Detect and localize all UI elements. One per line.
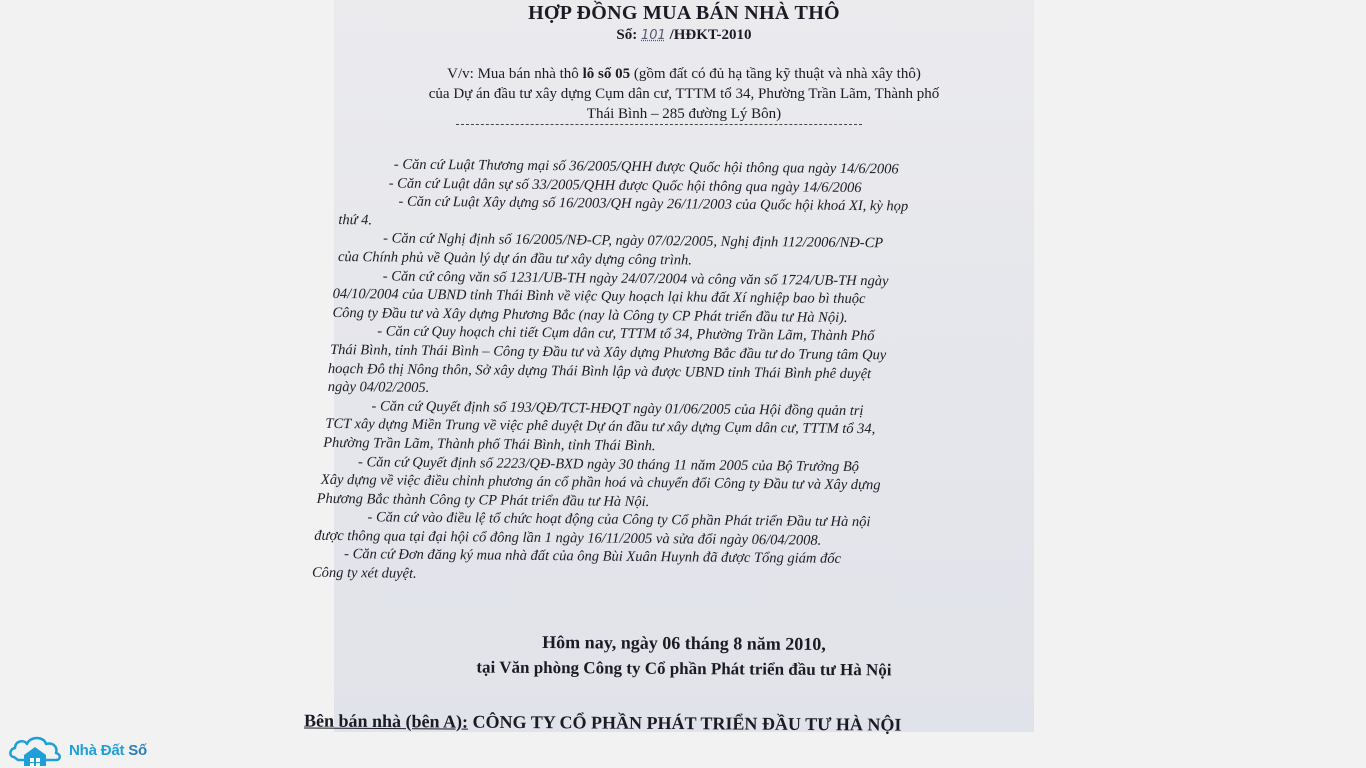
party-a-line — [304, 710, 1024, 736]
number-prefix: Số: — [616, 27, 638, 43]
dashed-divider — [456, 124, 862, 125]
subject-pre: V/v: Mua bán nhà thô — [447, 66, 579, 82]
clause-line: được thông qua tại đại hội cổ đông lần 1 ngày 16/11/2005 và sửa đổi ngày 06/04/2008. — [314, 527, 822, 549]
party-a-label: Bên bán nhà (bên A): — [303, 710, 469, 732]
legal-basis-clauses — [311, 155, 994, 589]
clause-line: hoạch Đô thị Nông thôn, Sở xây dựng Thái Bình lập và được UBND tỉnh Thái Bình phê duyệt — [327, 360, 872, 382]
clause-line: - Căn cứ Luật dân sự số 33/2005/QHH được Quốc hội thông qua ngày 14/6/2006 — [388, 175, 862, 196]
number-suffix: /HĐKT-2010 — [669, 27, 752, 43]
logo-text-part1: Nhà Đất — [69, 741, 125, 759]
clause-line: - Căn cứ Nghị định số 16/2005/NĐ-CP, ngày 07/02/2005, Nghị định 112/2006/NĐ-CP — [383, 230, 884, 252]
clause-line: - Căn cứ vào điều lệ tổ chức hoạt động của Công ty Cổ phần Phát triển Đầu tư Hà nội — [367, 509, 871, 531]
house-cloud-icon — [8, 733, 66, 767]
clause-line: - Căn cứ Luật Xây dựng số 16/2003/QH ngày 26/11/2003 của Quốc hội khoá XI, kỳ họp — [398, 193, 909, 215]
clause-line: - Căn cứ Quy hoạch chi tiết Cụm dân cư, TTTM tổ 34, Phường Trần Lãm, Thành Phố — [377, 323, 875, 345]
clause-line: Phương Bắc thành Công ty CP Phát triển đầu tư Hà Nội. — [316, 490, 650, 510]
logo-text — [69, 742, 147, 759]
clause-line: - Căn cứ Luật Thương mại số 36/2005/QHH được Quốc hội thông qua ngày 14/6/2006 — [393, 156, 899, 178]
logo-text-part2: Số — [128, 741, 148, 759]
clause-line: ngày 04/02/2005. — [327, 379, 430, 397]
subject-post: (gồm đất có đủ hạ tầng kỹ thuật và nhà xây thô) — [633, 66, 921, 82]
document-title: HỢP ĐỒNG MUA BÁN NHÀ THÔ — [528, 2, 840, 24]
clause-line: của Chính phủ về Quản lý dự án đầu tư xây dựng công trình. — [337, 249, 693, 269]
subject-line-2: của Dự án đầu tư xây dựng Cụm dân cư, TTTM tổ 34, Phường Trần Lãm, Thành phố — [428, 86, 940, 102]
clause-line: 04/10/2004 của UBND tỉnh Thái Bình về việc Quy hoạch lại khu đất Xí nghiệp bao bì thuộc — [332, 286, 866, 308]
clause-line: - Căn cứ Đơn đăng ký mua nhà đất của ông Bùi Xuân Huynh đã được Tổng giám đốc — [344, 546, 842, 568]
document-photo — [303, 0, 1034, 735]
clause-line: Phường Trần Lãm, Thành phố Thái Bình, tỉnh Thái Bình. — [323, 434, 656, 455]
handwritten-number: 101 — [641, 28, 666, 43]
contract-number — [334, 27, 1034, 44]
contract-page — [303, 0, 1034, 735]
subject-lot: lô số 05 — [582, 66, 631, 82]
clause-line: - Căn cứ Quyết định số 193/QĐ/TCT-HĐQT ngày 01/06/2005 của Hội đồng quản trị — [371, 398, 864, 419]
clause-line: TCT xây dựng Miền Trung về việc phê duyệt Dự án đầu tư xây dựng Cụm dân cư, TTTM tổ 34, — [325, 416, 876, 438]
site-logo[interactable] — [8, 733, 147, 767]
subject-line-1 — [354, 64, 1014, 84]
subject-line-3: Thái Bình – 285 đường Lý Bôn) — [586, 106, 782, 122]
clause-line: Xây dựng về việc điều chỉnh phương án cổ phần hoá và chuyển đổi Công ty Đầu tư và Xây dựng — [320, 471, 881, 494]
contract-subject — [354, 64, 1014, 124]
contract-place: tại Văn phòng Công ty Cổ phần Phát triển đầu tư Hà Nội — [476, 657, 892, 680]
clause-line: - Căn cứ công văn số 1231/UB-TH ngày 24/07/2004 và công văn số 1724/UB-TH ngày — [382, 268, 889, 289]
clause-line: - Căn cứ Quyết định số 2223/QĐ-BXD ngày 30 tháng 11 năm 2005 của Bộ Trưởng Bộ — [357, 453, 860, 475]
clause-line: Công ty Đầu tư và Xây dựng Phương Bắc (nay là Công ty CP Phát triển đầu tư Hà Nội). — [332, 304, 848, 326]
party-a-name: CÔNG TY CỔ PHẦN PHÁT TRIỂN ĐẦU TƯ HÀ NỘI — [472, 711, 902, 735]
clause-line: Công ty xét duyệt. — [311, 564, 417, 582]
contract-date: Hôm nay, ngày 06 tháng 8 năm 2010, — [542, 632, 826, 654]
clause-line: thứ 4. — [338, 211, 373, 229]
clause-line: Thái Bình, tỉnh Thái Bình – Công ty Đầu tư và Xây dựng Phương Bắc đầu tư do Trung tâm Quy — [330, 341, 887, 364]
